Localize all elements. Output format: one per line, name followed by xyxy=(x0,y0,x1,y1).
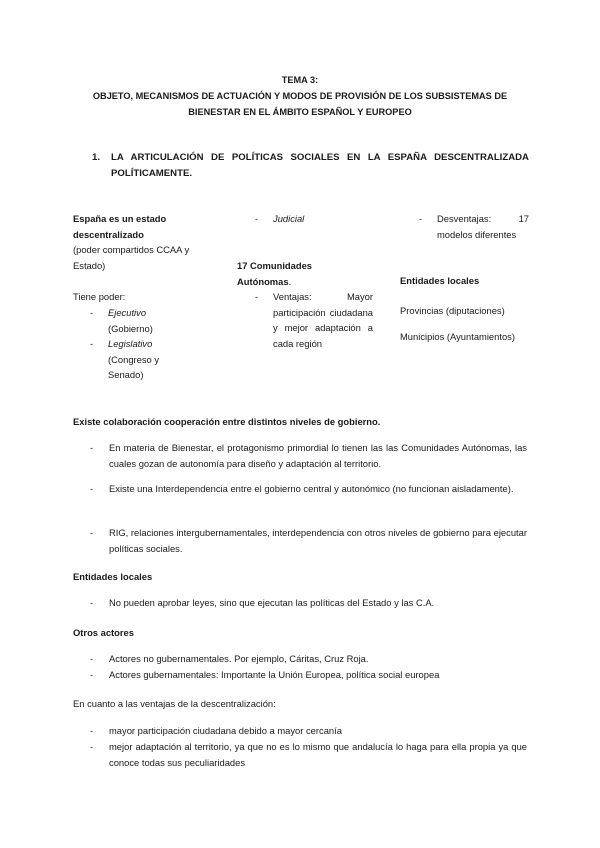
list-item xyxy=(90,667,527,683)
estado-intro-rest: (poder compartidos CCAA y Estado) xyxy=(73,244,190,271)
dash-bullet: - xyxy=(90,741,94,752)
entidades-item-1: No pueden aprobar leyes, sino que ejecutan las políticas del Estado y las C.A. xyxy=(109,597,435,608)
poder-name: Legislativo xyxy=(108,338,153,350)
column-estado xyxy=(73,211,223,273)
ccaa-label: 17 Comunidades Autónomas xyxy=(237,260,313,287)
ventajas-item-2: mejor adaptación al territorio, ya que no es lo mismo que andalucía lo haga para ella propia ya que conoce todas sus peculiaridades xyxy=(109,741,527,768)
provincias-text: Provincias (diputaciones) xyxy=(400,305,505,316)
ccaa-block xyxy=(237,258,327,289)
title-line-1: TEMA 3: xyxy=(281,75,319,85)
list-item xyxy=(90,336,200,383)
list-item xyxy=(90,651,527,667)
dash-bullet: - xyxy=(90,307,94,318)
colaboracion-item-1: En materia de Bienestar, el protagonismo primordial lo tienen las las Comunidades Autónomas, las cuales gozan de autonomía para diseño y adaptación al territorio. xyxy=(109,442,527,469)
ventajas-item xyxy=(255,289,373,351)
entidades-heading-col: Entidades locales xyxy=(400,275,480,286)
dash-bullet: - xyxy=(255,213,259,224)
desventajas-item xyxy=(419,211,529,242)
judicial-item xyxy=(255,211,375,227)
colaboracion-heading: Existe colaboración cooperación entre distintos niveles de gobierno. xyxy=(73,416,381,427)
list-item xyxy=(419,211,529,242)
dash-bullet: - xyxy=(90,527,94,538)
dash-bullet: - xyxy=(255,291,259,302)
dash-bullet: - xyxy=(419,213,423,224)
otros-item-1: Actores no gubernamentales. Por ejemplo, Cáritas, Cruz Roja. xyxy=(109,653,369,664)
document-title xyxy=(60,72,540,120)
ventajas-heading: En cuanto a las ventajas de la descentralización: xyxy=(73,698,276,709)
otros-item-2: Actores gubernamentales: Importante la Unión Europea, política social europea xyxy=(109,669,440,680)
dash-bullet: - xyxy=(90,483,94,494)
list-item xyxy=(90,595,527,611)
list-item xyxy=(90,305,200,336)
ventajas-text: Ventajas: Mayor participación ciudadana y mejor adaptación a cada región xyxy=(273,291,373,349)
municipios-text: Municipios (Ayuntamientos) xyxy=(400,331,515,342)
poder-name: Ejecutivo xyxy=(108,307,147,318)
judicial-label: Judicial xyxy=(273,213,305,224)
poder-list xyxy=(90,305,200,383)
tiene-poder-label: Tiene poder: xyxy=(73,291,126,302)
dash-bullet: - xyxy=(90,725,94,736)
section-heading-text: LA ARTICULACIÓN DE POLÍTICAS SOCIALES EN LA ESPAÑA DESCENTRALIZADA POLÍTICAMENTE. xyxy=(111,152,529,179)
dash-bullet: - xyxy=(90,653,94,664)
section-number: 1. xyxy=(92,152,101,163)
colaboracion-item-3: RIG, relaciones intergubernamentales, interdependencia con otros niveles de gobierno para ejecutar políticas sociales. xyxy=(109,527,527,554)
list-item xyxy=(90,440,527,471)
dash-bullet: - xyxy=(90,669,94,680)
poder-detail: (Congreso y Senado) xyxy=(108,353,160,381)
ccaa-dot: . xyxy=(288,275,292,287)
list-item xyxy=(90,525,527,556)
list-item xyxy=(90,739,527,770)
section-heading xyxy=(92,150,529,182)
dash-bullet: - xyxy=(90,597,94,608)
list-item xyxy=(255,289,373,351)
entidades-heading: Entidades locales xyxy=(73,571,153,582)
otros-heading: Otros actores xyxy=(73,627,134,638)
dash-bullet: - xyxy=(90,442,94,453)
tiene-poder-block xyxy=(73,289,223,305)
title-line-2: OBJETO, MECANISMOS DE ACTUACIÓN Y MODOS DE PROVISIÓN DE LOS SUBSISTEMAS DE xyxy=(92,91,508,101)
ventajas-item-1: mayor participación ciudadana debido a mayor cercanía xyxy=(109,725,342,736)
poder-detail: (Gobierno) xyxy=(108,322,153,334)
desventajas-text: Desventajas: 17 modelos diferentes xyxy=(437,213,529,240)
estado-intro-bold: España es un estado descentralizado xyxy=(73,213,167,240)
list-item xyxy=(90,723,527,739)
dash-bullet: - xyxy=(90,338,94,350)
list-item xyxy=(90,481,527,497)
colaboracion-item-2: Existe una Interdependencia entre el gobierno central y autonómico (no funcionan aisladamente). xyxy=(109,483,514,494)
title-line-3: BIENESTAR EN EL ÁMBITO ESPAÑOL Y EUROPEO xyxy=(188,107,412,117)
